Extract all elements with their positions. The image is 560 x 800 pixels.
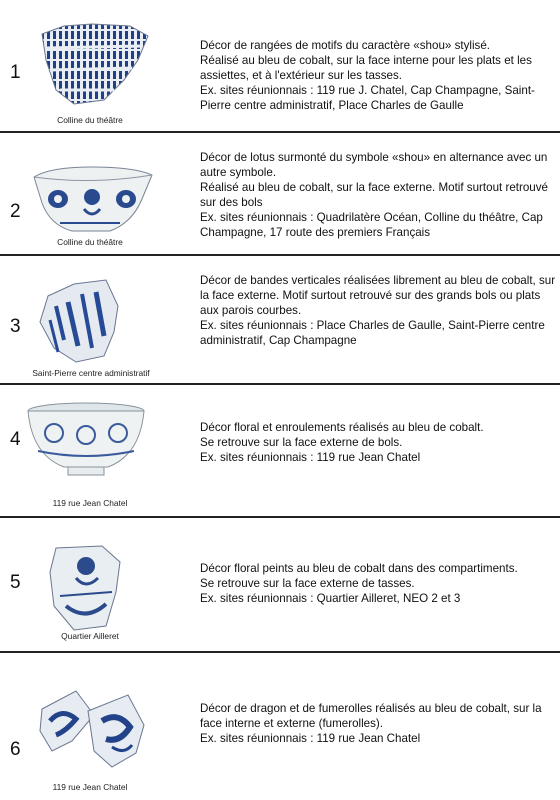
sherd-photo-vertical-bands [34,276,124,364]
bowl-photo-floral-scrolls [24,399,148,479]
description-line: Décor floral peints au bleu de cobalt dans des compartiments. [200,562,518,575]
ceramic-entry-3 [0,254,560,385]
description-line: Décor de lotus surmonté du symbole «shou» en alternance avec un autre symbole. [200,151,548,179]
entry-number: 5 [10,572,21,593]
description-line: Décor de bandes verticales réalisées librement au bleu de cobalt, sur la face externe. Motif surtout retrouvé sur des grands bols ou plats aux parois courbes. [200,274,556,317]
description-line: Ex. sites réunionnais : Place Charles de Gaulle, Saint-Pierre centre administratif, Cap Champagne [200,319,545,347]
find-site-caption: 119 rue Jean Chatel [52,498,128,508]
find-site-caption: Colline du théâtre [57,237,123,247]
ceramic-entry-5 [0,516,560,653]
entry-number: 2 [10,201,21,222]
ceramic-entry-2 [0,131,560,256]
sherd-photo-dragon-fumes [32,681,150,773]
description-line: Ex. sites réunionnais : Quadrilatère Océan, Colline du théâtre, Cap Champagne, 17 route des premiers Français [200,211,543,239]
description-line: Se retrouve sur la face externe de tasses. [200,577,415,590]
description-line: Ex. sites réunionnais : Quartier Ailleret, NEO 2 et 3 [200,592,461,605]
sherd-photo-shou-rows [34,20,154,108]
description-line: Décor floral et enroulements réalisés au bleu de cobalt. [200,421,484,434]
description-line: Décor de dragon et de fumerolles réalisés au bleu de cobalt, sur la face interne et externe (fumerolles). [200,702,542,730]
entry-number: 3 [10,316,21,337]
ceramic-entry-4 [0,383,560,518]
description-line: Ex. sites réunionnais : 119 rue Jean Chatel [200,732,421,745]
entry-description [200,561,556,606]
description-line: Décor de rangées de motifs du caractère «shou» stylisé. [200,39,490,52]
ceramic-entry-1 [0,0,560,133]
description-line: Réalisé au bleu de cobalt, sur la face externe. Motif surtout retrouvé sur des bols [200,181,548,209]
entry-description [200,38,556,113]
find-site-caption: Colline du théâtre [57,115,123,125]
find-site-caption: 119 rue Jean Chatel [52,782,128,792]
entry-description [200,701,556,746]
entry-description [200,420,556,465]
find-site-caption: Quartier Ailleret [61,631,119,641]
entry-description [200,150,556,240]
sherd-photo-floral-compartments [46,542,126,634]
entry-number: 1 [10,62,21,83]
ceramic-entry-6 [0,651,560,800]
entry-number: 6 [10,739,21,760]
find-site-caption: Saint-Pierre centre administratif [32,368,150,378]
description-line: Ex. sites réunionnais : 119 rue J. Chatel, Cap Champagne, Saint-Pierre centre administratif, Place Charles de Gaulle [200,84,535,112]
description-line: Ex. sites réunionnais : 119 rue Jean Chatel [200,451,421,464]
entry-description [200,273,556,348]
description-line: Se retrouve sur la face externe de bols. [200,436,403,449]
sherd-photo-lotus-shou [30,159,155,239]
description-line: Réalisé au bleu de cobalt, sur la face interne pour les plats et les assiettes, et à l'extérieur sur les tasses. [200,54,532,82]
entry-number: 4 [10,429,21,450]
